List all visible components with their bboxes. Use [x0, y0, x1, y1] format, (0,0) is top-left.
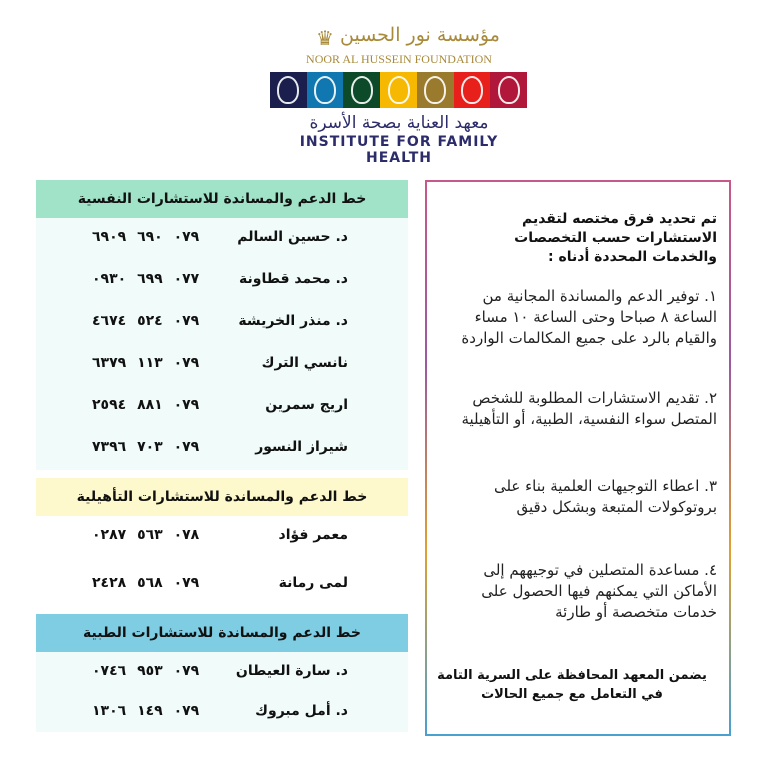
logo-stripe: [307, 72, 344, 108]
logo-stripes: [270, 72, 527, 108]
section-medical: [36, 614, 408, 732]
section-rehab: [36, 478, 408, 612]
loop-icon: [314, 76, 336, 104]
contact-row: [36, 386, 408, 428]
loop-icon: [498, 76, 520, 104]
contact-name: شيراز النسور: [255, 439, 348, 455]
info-box: [425, 180, 731, 736]
contact-row: [36, 516, 408, 564]
contact-name: د. حسين السالم: [237, 229, 348, 245]
contact-name: د. محمد قطاونة: [239, 271, 348, 287]
contact-phone[interactable]: ٠٧٩ ١٤٩ ١٣٠٦: [92, 703, 200, 719]
contact-phone[interactable]: ٠٧٩ ٧٠٣ ٧٣٩٦: [92, 439, 200, 455]
info-footer: يضمن المعهد المحافظة على السرية التامة في التعامل مع جميع الحالات: [437, 668, 707, 702]
section-title: خط الدعم والمساندة للاستشارات التأهيلية: [36, 478, 408, 516]
contact-phone[interactable]: ٠٧٩ ٨٨١ ٢٥٩٤: [92, 397, 200, 413]
contact-phone[interactable]: ٠٧٩ ١١٣ ٦٣٧٩: [92, 355, 200, 371]
logo-stripe: [380, 72, 417, 108]
contact-row: [36, 218, 408, 260]
contact-name: د. أمل مبروك: [255, 703, 348, 719]
crown-icon: ♛: [316, 26, 334, 50]
contact-phone[interactable]: ٠٧٩ ٥٢٤ ٤٦٧٤: [92, 313, 200, 329]
contact-name: اريج سمرين: [265, 397, 348, 413]
loop-icon: [424, 76, 446, 104]
logo-stripe: [454, 72, 491, 108]
contact-phone[interactable]: ٠٧٩ ٦٩٠ ٦٩٠٩: [92, 229, 200, 245]
contact-row: [36, 652, 408, 692]
contact-name: نانسي الترك: [261, 355, 348, 371]
contact-name: معمر فؤاد: [278, 527, 348, 543]
contact-phone[interactable]: ٠٧٧ ٦٩٩ ٠٩٣٠: [92, 271, 200, 287]
contact-row: [36, 564, 408, 612]
foundation-name-en: NOOR AL HUSSEIN FOUNDATION: [306, 52, 492, 66]
info-item-1: ١. توفير الدعم والمساندة المجانية من الساعة ٨ صباحا وحتى الساعة ١٠ مساء والقيام بالرد على جميع المكالمات الواردة: [461, 287, 717, 347]
loop-icon: [388, 76, 410, 104]
contact-name: د. منذر الخريشة: [238, 313, 348, 329]
contact-name: د. سارة العيطان: [235, 663, 348, 679]
loop-icon: [461, 76, 483, 104]
info-intro: تم تحديد فرق مختصه لتقديم الاستشارات حسب التخصصات والخدمات المحددة أدناه :: [514, 211, 717, 265]
info-item-3: ٣. اعطاء التوجيهات العلمية بناء على بروتوكولات المتبعة وبشكل دقيق: [493, 477, 717, 516]
loop-icon: [351, 76, 373, 104]
logo-stripe: [490, 72, 527, 108]
section-title: خط الدعم والمساندة للاستشارات النفسية: [36, 180, 408, 218]
info-item-4: ٤. مساعدة المتصلين في توجيههم إلى الأماكن التي يمكنهم فيها الحصول على خدمات متخصصة أو طارئة: [481, 561, 717, 621]
contact-name: لمى رمانة: [278, 575, 348, 591]
info-item-2: ٢. تقديم الاستشارات المطلوبة للشخص المتصل سواء النفسية، الطبية، أو التأهيلية: [461, 389, 717, 428]
section-title: خط الدعم والمساندة للاستشارات الطبية: [36, 614, 408, 652]
contact-row: [36, 344, 408, 386]
contact-phone[interactable]: ٠٧٨ ٥٦٣ ٠٢٨٧: [92, 527, 200, 543]
logo-stripe: [270, 72, 307, 108]
section-psych: [36, 180, 408, 470]
institute-name-en: INSTITUTE FOR FAMILY HEALTH: [299, 134, 499, 166]
logo-stripe: [343, 72, 380, 108]
foundation-name-ar: مؤسسة نور الحسين: [340, 24, 500, 46]
institute-name-ar: معهد العناية بصحة الأسرة: [309, 113, 489, 133]
contact-row: [36, 692, 408, 732]
logo-stripe: [417, 72, 454, 108]
contact-phone[interactable]: ٠٧٩ ٥٦٨ ٢٤٢٨: [92, 575, 200, 591]
contact-row: [36, 260, 408, 302]
contact-phone[interactable]: ٠٧٩ ٩٥٣ ٠٧٤٦: [92, 663, 200, 679]
loop-icon: [277, 76, 299, 104]
contact-row: [36, 302, 408, 344]
contact-row: [36, 428, 408, 470]
